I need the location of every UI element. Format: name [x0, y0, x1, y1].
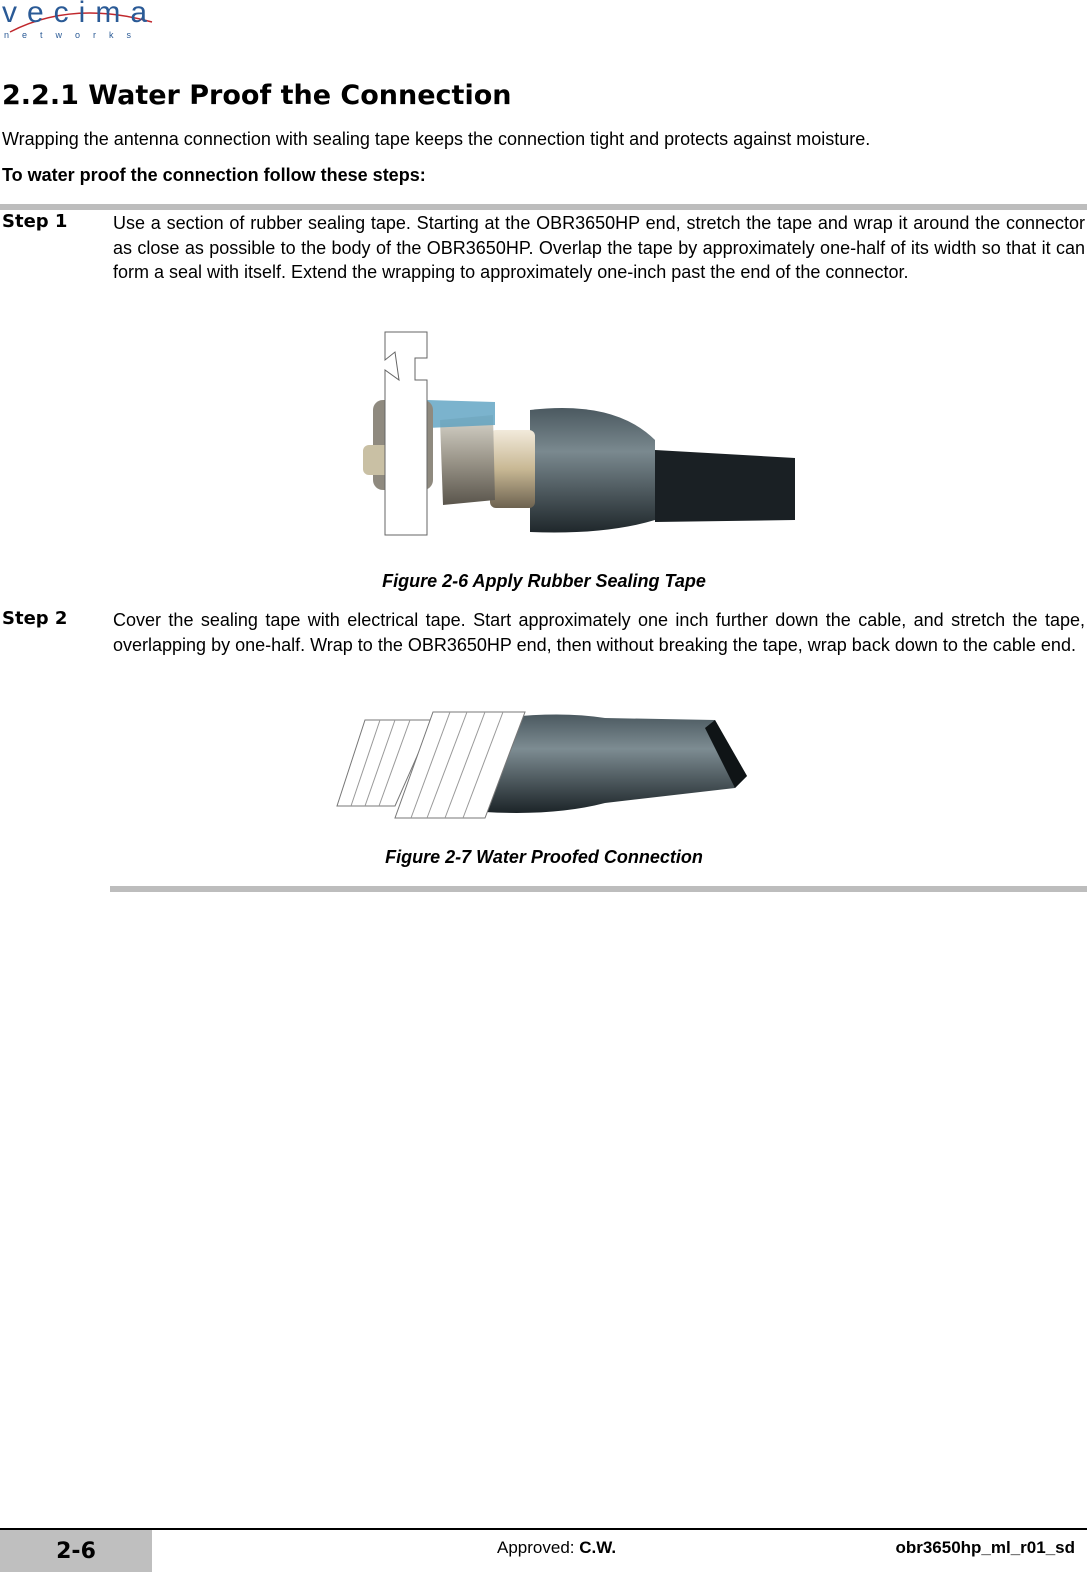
figure-2-7-caption: Figure 2-7 Water Proofed Connection	[385, 847, 703, 867]
page-footer	[0, 1528, 1087, 1572]
figure-2-6-caption: Figure 2-6 Apply Rubber Sealing Tape	[382, 571, 706, 591]
bottom-divider	[110, 886, 1087, 892]
step-2-text: Cover the sealing tape with electrical tape. Start approximately one inch further down the cable, and stretch the tape, overlapping by one-half. Wrap to the OBR3650HP end, then without breaking the tape, wrap back down to the cable end.	[113, 610, 1085, 655]
top-divider	[0, 204, 1087, 210]
step-1-text: Use a section of rubber sealing tape. Starting at the OBR3650HP end, stretch the tape and wrap it around the connector as close as possible to the body of the OBR3650HP. Overlap the tape by approximately one-half of its width so that it can form a seal with itself. Extend the wrapping to approximately one-inch past the end of the connector.	[113, 213, 1085, 282]
approved-label: Approved:	[497, 1538, 575, 1557]
figure-water-proofed-connection	[335, 708, 750, 820]
approval-line	[497, 1538, 616, 1558]
step-2-label: Step 2	[2, 608, 68, 629]
page-number: 2-6	[0, 1530, 152, 1572]
step-1-label: Step 1	[2, 211, 68, 232]
logo-word: vecima	[2, 0, 158, 29]
section-title: 2.2.1 Water Proof the Connection	[2, 80, 512, 111]
figure-rubber-sealing-tape	[355, 330, 795, 538]
procedure-lead: To water proof the connection follow these steps:	[2, 165, 426, 185]
vecima-logo	[2, 0, 158, 40]
approved-by: C.W.	[579, 1538, 617, 1557]
intro-paragraph: Wrapping the antenna connection with sealing tape keeps the connection tight and protects against moisture.	[2, 129, 871, 149]
logo-subtext: networks	[4, 30, 145, 40]
document-id: obr3650hp_ml_r01_sd	[895, 1538, 1075, 1557]
